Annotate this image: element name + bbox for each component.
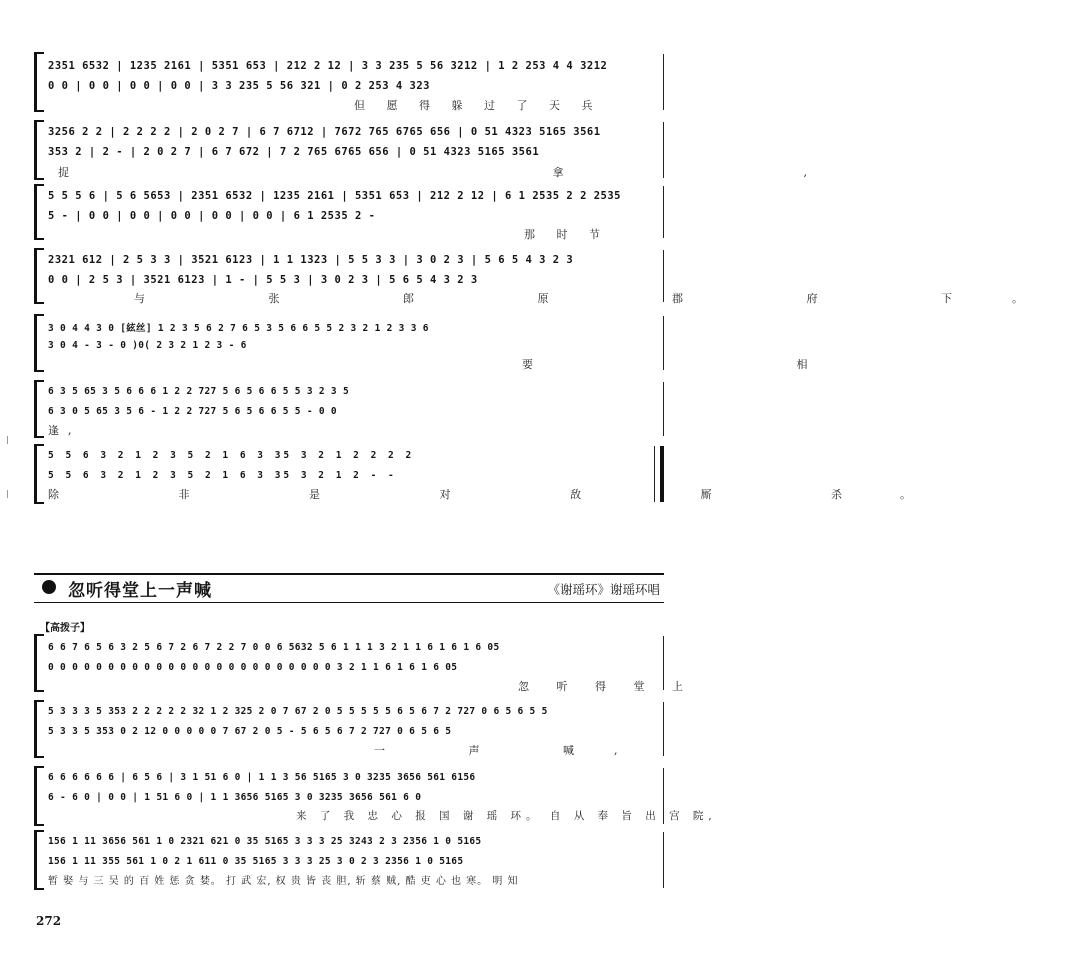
system-bracket: [34, 830, 44, 890]
system-bracket: [34, 766, 44, 826]
score-system-3: [34, 184, 664, 240]
system-bracket: [34, 700, 44, 758]
score-system-1: [34, 52, 664, 112]
lyrics: 忽 听 得 堂 上: [518, 680, 695, 693]
lyrics: 来 了 我 忠 心 报 国 谢 瑶 环。 自 从 奉 旨 出 宫 院,: [296, 810, 717, 822]
lower-staff: 0 0 | 0 0 | 0 0 | 0 0 | 3 3 235 5 56 321 | 0 2 253 4 323: [48, 80, 431, 92]
song-credit: 《谢瑶环》谢瑶环唱: [547, 582, 660, 597]
lower-staff: 5 - | 0 0 | 0 0 | 0 0 | 0 0 | 0 0 | 6 1 2535 2 -: [48, 210, 376, 222]
lower-staff: 5 5 6 3 2 1 2 3 5 2 1 6 3 35 3 2 1 2 - -: [48, 470, 397, 481]
bullet-icon: [42, 580, 56, 594]
upper-staff: 2321 612 | 2 5 3 3 | 3521 6123 | 1 1 1323 | 5 5 3 3 | 3 0 2 3 | 5 6 5 4 3 2 3: [48, 254, 574, 266]
upper-staff: 6 6 6 6 6 6 | 6 5 6 | 3 1 51 6 0 | 1 1 3 56 5165 3 0 3235 3656 561 6156: [48, 772, 476, 783]
barline: [663, 382, 664, 436]
lower-staff: 156 1 11 355 561 1 0 2 1 611 0 35 5165 3 3 3 25 3 0 2 3 2356 1 0 5165: [48, 856, 464, 867]
upper-staff: 3 0 4 4 3 0 [絃丝] 1 2 3 5 6 2 7 6 5 3 5 6 6 5 5 2 3 2 1 2 3 3 6: [48, 323, 429, 334]
lower-staff: 0 0 | 2 5 3 | 3521 6123 | 1 - | 5 5 3 | 3 0 2 3 | 5 6 5 4 3 2 3: [48, 274, 478, 286]
barline: [663, 832, 664, 888]
system-bracket: [34, 634, 44, 692]
lyrics: 逢,: [48, 424, 81, 437]
final-barline: [654, 446, 664, 502]
score-system-6: [34, 380, 664, 438]
upper-staff: 5 5 5 6 | 5 6 5653 | 2351 6532 | 1235 2161 | 5351 653 | 212 2 12 | 6 1 2535 2 2 2535: [48, 190, 622, 202]
lower-staff: 3 0 4 - 3 - 0 )0( 2 3 2 1 2 3 - 6: [48, 340, 247, 351]
score-system-10: [34, 766, 717, 826]
upper-staff: 2351 6532 | 1235 2161 | 5351 653 | 212 2 12 | 3 3 235 5 56 3212 | 1 2 253 4 4 3212: [48, 60, 608, 72]
upper-staff: 5 3 3 3 5 353 2 2 2 2 2 32 1 2 325 2 0 7 67 2 0 5 5 5 5 5 6 5 6 7 2 727 0 6 5 6 5 5: [48, 706, 548, 717]
score-system-8: [34, 634, 695, 693]
upper-staff: 3256 2 2 | 2 2 2 2 | 2 0 2 7 | 6 7 6712 | 7672 765 6765 656 | 0 51 4323 5165 3561: [48, 126, 601, 138]
score-system-7: [34, 444, 969, 504]
margin-mark: [7, 436, 8, 444]
system-bracket: [34, 248, 44, 304]
system-bracket: [34, 52, 44, 112]
barline: [663, 702, 664, 756]
lyrics: 要 相: [522, 358, 938, 371]
lyrics: 但 愿 得 躲 过 了 天 兵: [354, 99, 602, 112]
barline: [663, 636, 664, 690]
barline: [663, 186, 664, 238]
score-system-5: [34, 314, 938, 372]
lower-staff: 0 0 0 0 0 0 0 0 0 0 0 0 0 0 0 0 0 0 0 0 0 0 0 0 3 2 1 1 6 1 6 1 6 05: [48, 662, 458, 673]
system-bracket: [34, 314, 44, 372]
lower-staff: 6 3 0 5 65 3 5 6 - 1 2 2 727 5 6 5 6 6 5 5 - 0 0: [48, 406, 337, 417]
lyrics: 捉 拿,: [58, 166, 1047, 179]
title-rule-bottom: [34, 602, 664, 603]
system-bracket: [34, 184, 44, 240]
upper-staff: 156 1 11 3656 561 1 0 2321 621 0 35 5165 3 3 3 25 3243 2 3 2356 1 0 5165: [48, 836, 482, 847]
barline: [663, 316, 664, 370]
system-bracket: [34, 120, 44, 180]
lyrics: 那 时 节: [524, 228, 609, 241]
lyrics: 暂 娶 与 三 吴 的 百 姓 惩 贪 婪。 打 武 宏, 权 贵 皆 丧 胆, 斩 蔡 贼, 酷 吏 心 也 寒。 明 知: [48, 876, 519, 887]
margin-mark: [7, 490, 8, 498]
system-bracket: [34, 444, 44, 504]
tune-name: 【高拨子】: [40, 623, 90, 634]
upper-staff: 6 3 5 65 3 5 6 6 6 1 2 2 727 5 6 5 6 6 5 5 3 2 3 5: [48, 386, 349, 397]
lyrics: 与 张 郎 原 郡 府 下。: [134, 292, 1083, 305]
score-system-11: [34, 830, 664, 890]
title-rule-top: [34, 573, 664, 575]
score-system-4: [34, 248, 1083, 305]
score-system-2: [34, 120, 1047, 180]
barline: [663, 54, 664, 110]
score-system-9: [34, 700, 664, 758]
lower-staff: 6 - 6 0 | 0 0 | 1 51 6 0 | 1 1 3656 5165 3 0 3235 3656 561 6 0: [48, 792, 422, 803]
upper-staff: 5 5 6 3 2 1 2 3 5 2 1 6 3 35 3 2 1 2 2 2 2: [48, 450, 415, 461]
lower-staff: 5 3 3 5 353 0 2 12 0 0 0 0 0 7 67 2 0 5 - 5 6 5 6 7 2 727 0 6 5 6 5: [48, 726, 452, 737]
lyrics: 一 声 喊,: [374, 744, 658, 757]
system-bracket: [34, 380, 44, 438]
upper-staff: 6 6 7 6 5 6 3 2 5 6 7 2 6 7 2 2 7 0 0 6 5632 5 6 1 1 1 3 2 1 1 6 1 6 1 6 05: [48, 642, 500, 653]
lyrics: 除 非 是 对 敌 厮 杀。: [48, 488, 969, 501]
barline: [663, 122, 664, 178]
song-title: 忽听得堂上一声喊: [68, 581, 212, 601]
page-number: 272: [36, 914, 62, 928]
lower-staff: 353 2 | 2 - | 2 0 2 7 | 6 7 672 | 7 2 765 6765 656 | 0 51 4323 5165 3561: [48, 146, 540, 158]
barline: [663, 250, 664, 302]
barline: [663, 768, 664, 824]
